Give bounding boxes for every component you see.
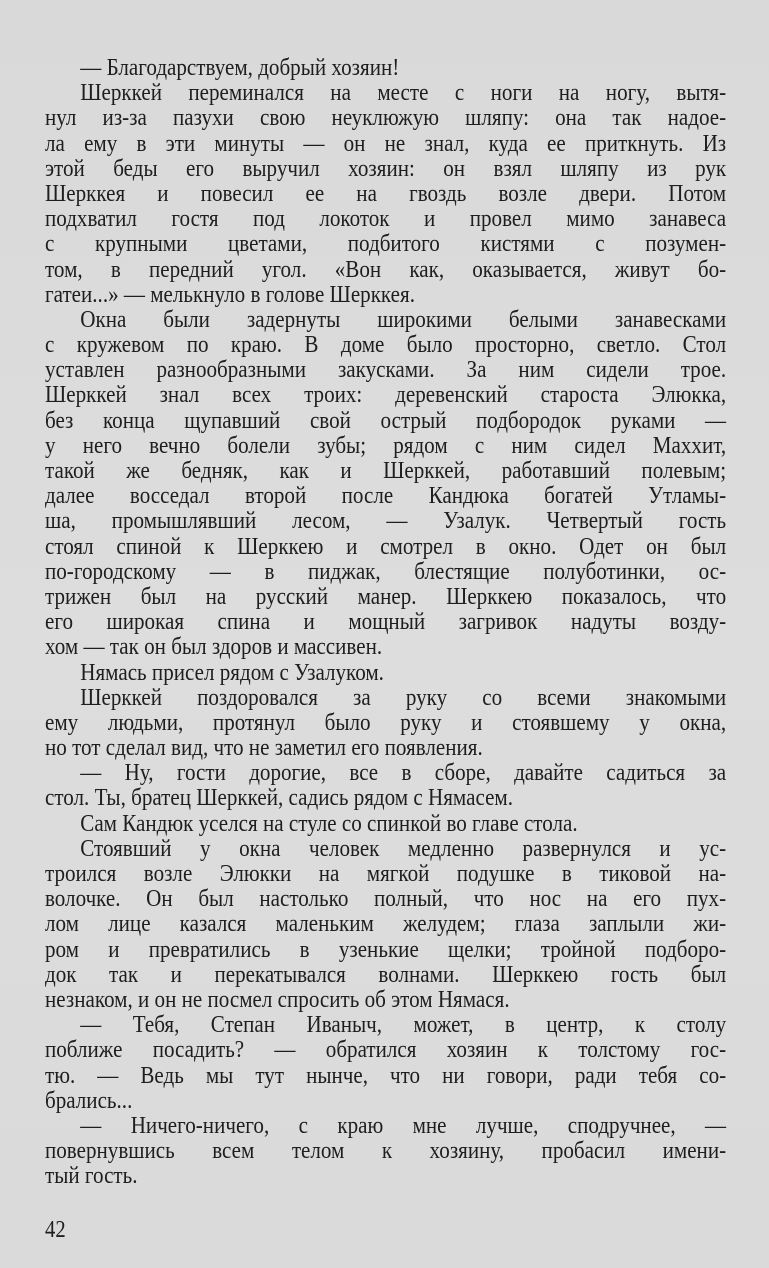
text-line: Шерккея и повесил ее на гвоздь возле двери. Потом	[45, 179, 727, 207]
text-line: без конца щупавший свой острый подбородок руками —	[45, 406, 727, 434]
text-line: этой беды его выручил хозяин: он взял шляпу из рук	[45, 154, 727, 182]
text-line: док так и перекатывался волнами. Шерккею гость был	[45, 960, 727, 988]
text-line: стол. Ты, братец Шерккей, садись рядом с Нямасем.	[45, 784, 514, 812]
text-line: Нямась присел рядом с Узалуком.	[80, 658, 384, 686]
text-line: его широкая спина и мощный загривок надуты возду-	[45, 608, 727, 636]
text-line: Шерккей поздоровался за руку со всеми знакомыми	[80, 683, 727, 711]
text-line: такой же бедняк, как и Шерккей, работавший полевым;	[45, 457, 727, 484]
text-line: — Тебя, Степан Иваныч, может, в центр, к столу	[80, 1011, 727, 1039]
text-line: незнаком, и он не посмел спросить об этом Нямася.	[45, 985, 510, 1013]
text-line: волочке. Он был настолько полный, что нос на его пух-	[45, 885, 727, 913]
text-line: тю. — Ведь мы тут нынче, что ни говори, ради тебя со-	[45, 1061, 727, 1089]
text-line: далее восседал второй после Кандюка богатей Утламы-	[45, 482, 727, 510]
text-line: у него вечно болели зубы; рядом с ним сидел Маххит,	[45, 431, 727, 459]
text-line: Шерккей знал всех троих: деревенский староста Элюкка,	[45, 381, 727, 409]
text-line: ему людьми, протянул было руку и стоявшему у окна,	[45, 708, 727, 736]
text-line: с кружевом по краю. В доме было просторно, светло. Стол	[45, 331, 727, 359]
text-line: Стоявший у окна человек медленно развернулся и ус-	[80, 834, 727, 862]
text-line: тый гость.	[45, 1162, 138, 1190]
text-line: — Ничего-ничего, с краю мне лучше, сподручнее, —	[80, 1111, 727, 1139]
page-body-text	[45, 55, 726, 1188]
text-line: гатеи...» — мелькнуло в голове Шерккея.	[45, 280, 415, 308]
text-line: Сам Кандюк уселся на стуле со спинкой во главе стола.	[80, 809, 578, 837]
text-line: поближе посадить? — обратился хозяин к толстому гос-	[45, 1036, 727, 1064]
text-line: с крупными цветами, подбитого кистями с позумен-	[45, 230, 727, 258]
text-line: том, в передний угол. «Вон как, оказывается, живут бо-	[45, 255, 727, 283]
page-number: 42	[45, 1217, 66, 1243]
text-line: — Ну, гости дорогие, все в сборе, давайте садиться за	[80, 759, 727, 787]
text-line: ла ему в эти минуты — он не знал, куда ее приткнуть. Из	[45, 129, 727, 157]
text-line: уставлен разнообразными закусками. За ним сидели трое.	[45, 356, 727, 384]
text-line: Шерккей переминался на месте с ноги на ногу, вытя-	[80, 79, 727, 107]
text-line: ша, промышлявший лесом, — Узалук. Четвертый гость	[45, 507, 727, 535]
text-line: подхватил гостя под локоток и провел мимо занавеса	[45, 205, 727, 233]
text-line: троился возле Элюкки на мягкой подушке в тиковой на-	[45, 860, 727, 887]
text-line: Окна были задернуты широкими белыми занавесками	[80, 305, 727, 333]
text-line: нул из-за пазухи свою неуклюжую шляпу: она так надое-	[45, 104, 727, 132]
text-line: стоял спиной к Шерккею и смотрел в окно. Одет он был	[45, 532, 727, 560]
text-line: повернувшись всем телом к хозяину, пробасил имени-	[45, 1137, 727, 1165]
text-line: но тот сделал вид, что не заметил его появления.	[45, 734, 483, 762]
text-line: ром и превратились в узенькие щелки; тройной подборо-	[45, 935, 727, 963]
text-line: хом — так он был здоров и массивен.	[45, 633, 383, 661]
text-line: брались...	[45, 1086, 133, 1114]
text-line: — Благодарствуем, добрый хозяин!	[80, 54, 400, 81]
text-line: трижен был на русский манер. Шерккею показалось, что	[45, 582, 727, 610]
text-line: по-городскому — в пиджак, блестящие полуботинки, ос-	[45, 557, 727, 585]
text-line: лом лице казался маленьким желудем; глаза заплыли жи-	[45, 910, 727, 938]
